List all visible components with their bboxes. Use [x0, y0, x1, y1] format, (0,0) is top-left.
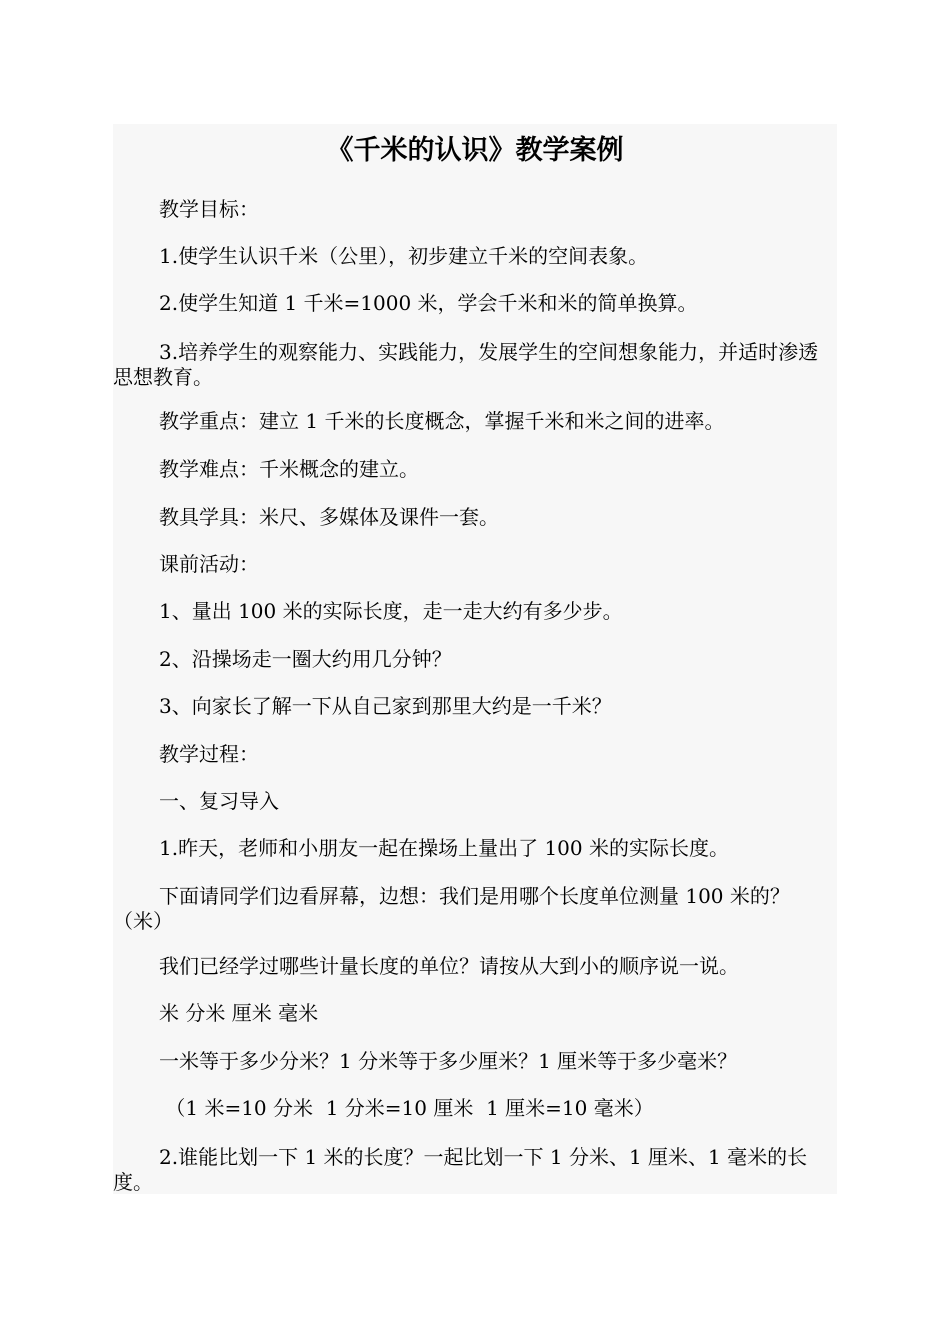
paragraph-conversion-answer: （1 米=10 分米 1 分米=10 厘米 1 厘米=10 毫米）: [159, 1096, 654, 1120]
paragraph-units-question: 我们已经学过哪些计量长度的单位？请按从大到小的顺序说一说。: [159, 954, 739, 978]
paragraph-objective-2: 2.使学生知道 1 千米=1000 米，学会千米和米的简单换算。: [159, 291, 698, 315]
paragraph-teaching-aids: 教具学具：米尺、多媒体及课件一套。: [159, 505, 499, 529]
paragraph-objective-3: 3.培养学生的观察能力、实践能力，发展学生的空间想象能力，并适时渗透思想教育。: [113, 340, 819, 389]
paragraph-review-question: 下面请同学们边看屏幕，边想：我们是用哪个长度单位测量 100 米的？（米）: [113, 884, 790, 933]
paragraph-activity-2: 2、沿操场走一圈大约用几分钟？: [159, 647, 452, 671]
document-page: [113, 124, 837, 1194]
paragraph-pre-class-heading: 课前活动：: [159, 552, 259, 576]
paragraph-review-2: 2.谁能比划一下 1 米的长度？一起比划一下 1 分米、1 厘米、1 毫米的长度。: [113, 1145, 808, 1194]
paragraph-activity-1: 1、量出 100 米的实际长度，走一走大约有多少步。: [159, 599, 623, 623]
paragraph-objective-1: 1.使学生认识千米（公里），初步建立千米的空间表象。: [159, 244, 649, 268]
document-title: 《千米的认识》教学案例: [326, 135, 624, 166]
paragraph-process-heading: 教学过程：: [159, 742, 259, 766]
paragraph-key-point: 教学重点：建立 1 千米的长度概念，掌握千米和米之间的进率。: [159, 409, 725, 433]
paragraph-objectives-heading: 教学目标：: [159, 197, 259, 221]
paragraph-section-1-heading: 一、复习导入: [159, 789, 279, 813]
paragraph-conversion-question: 一米等于多少分米？1 分米等于多少厘米？1 厘米等于多少毫米？: [159, 1049, 738, 1073]
paragraph-units-list: 米 分米 厘米 毫米: [159, 1001, 319, 1025]
paragraph-review-1: 1.昨天，老师和小朋友一起在操场上量出了 100 米的实际长度。: [159, 836, 729, 860]
paragraph-activity-3: 3、向家长了解一下从自己家到那里大约是一千米？: [159, 694, 612, 718]
paragraph-difficulty: 教学难点：千米概念的建立。: [159, 457, 419, 481]
